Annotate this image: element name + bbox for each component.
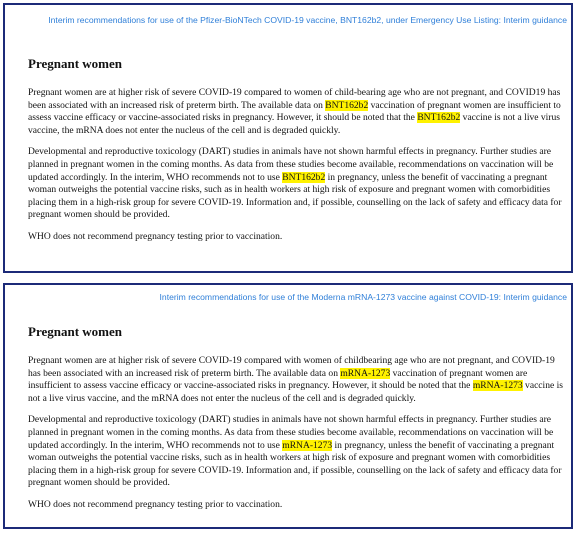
pfizer-source-title: Interim recommendations for use of the Pfizer-BioNTech COVID-19 vaccine, BNT162b2, under Emergency Use Listing: Interim guidance <box>48 15 567 25</box>
pfizer-paragraph-dart <box>28 146 563 222</box>
paragraph-text: WHO does not recommend pregnancy testing prior to vaccination. <box>28 230 283 242</box>
moderna-paragraph-dart <box>28 414 563 490</box>
paragraph-text: Pregnant women are at higher risk of severe COVID-19 compared to women of child-bearing age who are not pregnant, and COVID19 has been associated with an increased risk of preterm birth. The available data on <box>28 87 561 111</box>
moderna-guidance-panel <box>3 283 573 529</box>
highlighted-vaccine-name: BNT162b2 <box>417 112 461 124</box>
moderna-paragraph-testing <box>28 499 563 512</box>
pfizer-guidance-panel <box>3 3 573 273</box>
moderna-paragraph-risk <box>28 355 563 405</box>
highlighted-vaccine-name: mRNA-1273 <box>472 380 523 392</box>
highlighted-vaccine-name: mRNA-1273 <box>282 439 333 451</box>
moderna-source-title: Interim recommendations for use of the Moderna mRNA-1273 vaccine against COVID-19: Interim guidance <box>159 292 567 302</box>
paragraph-text: Developmental and reproductive toxicology (DART) studies in animals have not shown harmful effects in pregnancy. Further studies are planned in pregnant women in the coming months. As data from these studies become available, recommendations on vaccination will be updated accordingly. In the interim, WHO recommends not to use <box>28 414 554 451</box>
paragraph-text: vaccination of pregnant women are insufficient to assess vaccine efficacy or vaccine-associated risks in pregnancy. However, it should be noted that the <box>28 367 528 392</box>
paragraph-text: WHO does not recommend pregnancy testing prior to vaccination. <box>28 498 283 510</box>
pfizer-heading: Pregnant women <box>28 56 123 71</box>
paragraph-text: Pregnant women are at higher risk of severe COVID-19 compared with women of childbearing age who are not pregnant, and COVID-19 has been associated with an increased risk of preterm birth. The available data on <box>28 355 555 379</box>
pfizer-paragraph-risk <box>28 87 563 137</box>
paragraph-text: vaccine is not a live virus vaccine, and the mRNA does not enter the nucleus of the cell and is degraded quickly. <box>28 380 563 404</box>
paragraph-text: Developmental and reproductive toxicology (DART) studies in animals have not shown harmful effects in pregnancy. Further studies are planned in pregnant women in the coming months. As data from these studies become available, recommendations on vaccination will be updated accordingly. In the interim, WHO recommends not to use <box>28 146 554 183</box>
paragraph-text: vaccination of pregnant women are insufficient to assess vaccine efficacy or vaccine-associated risks in pregnancy. However, it should be noted that the <box>28 99 561 124</box>
paragraph-text: in pregnancy, unless the benefit of vaccinating a pregnant woman outweighs the potential vaccine risks, such as in health workers at high risk of exposure and pregnant women with comorbidities placing them in a high-risk group for severe COVID-19. Information and, if possible, counselling on the lack of safety and efficacy data for pregnant women should be provided. <box>28 439 562 489</box>
highlighted-vaccine-name: mRNA-1273 <box>340 367 391 379</box>
paragraph-text: vaccine is not a live virus vaccine, the mRNA does not enter the nucleus of the cell and is degraded quickly. <box>28 112 560 136</box>
highlighted-vaccine-name: BNT162b2 <box>282 171 326 183</box>
pfizer-paragraph-testing <box>28 231 563 244</box>
highlighted-vaccine-name: BNT162b2 <box>325 99 369 111</box>
moderna-content <box>28 324 563 521</box>
pfizer-content <box>28 56 563 253</box>
moderna-heading: Pregnant women <box>28 324 123 339</box>
paragraph-text: in pregnancy, unless the benefit of vaccinating a pregnant woman outweighs the potential vaccine risks, such as in health workers at high risk of exposure and pregnant women with comorbidities placing them in a high-risk group for severe COVID-19. Information and, if possible, counselling on the lack of safety and efficacy data for pregnant women should be provided. <box>28 171 562 221</box>
